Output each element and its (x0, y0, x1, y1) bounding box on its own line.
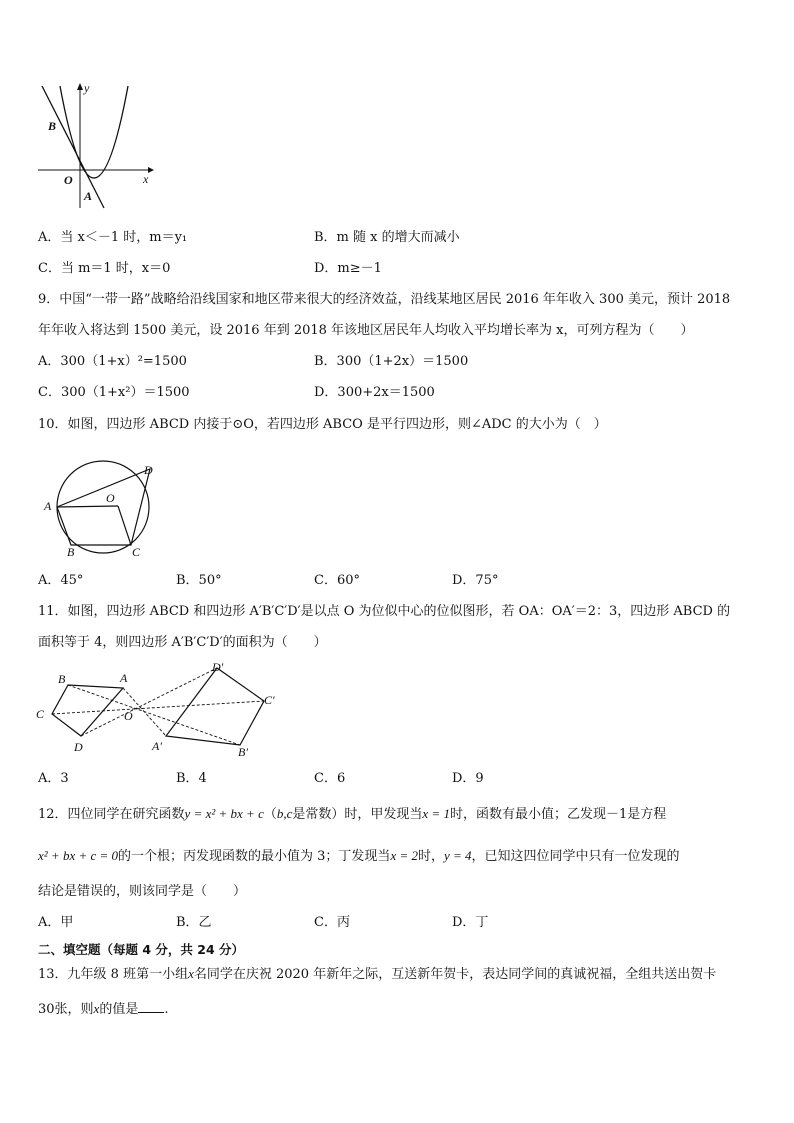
q11-homothety-figure (36, 660, 296, 760)
q8-y-axis-label: y (84, 81, 90, 95)
q11-label-b-prime: B′ (238, 745, 248, 759)
q12-text-line3: 结论是错误的，则该同学是（ ） (38, 884, 247, 899)
q13-l2-part-c: . (164, 1002, 169, 1017)
q13-text-line1 (38, 966, 760, 983)
q10-label-a: A (44, 499, 52, 513)
q12-option-c: C．丙 (314, 915, 350, 930)
q11-option-b: B．4 (176, 771, 207, 786)
q10-label-d: D (144, 463, 153, 477)
q10-label-o: O (106, 491, 115, 505)
section-fill-in-heading: 二、填空题（每题 4 分，共 24 分） (38, 942, 245, 957)
q12-l1-part-d: 时，函数有最小值；乙发现－1是方程 (449, 807, 667, 822)
q10-circle-figure (38, 458, 168, 558)
q13-l2-part-a: 30张，则 (38, 1002, 94, 1017)
q13-l2-part-b: 的值是 (99, 1002, 139, 1017)
q8-option-a: A．当 x＜－1 时，m＝y₁ (38, 230, 188, 245)
q11-text-line1: 11．如图，四边形 ABCD 和四边形 A′B′C′D′是以点 O 为位似中心的位似图形，若 OA：OA′＝2：3，四边形 ABCD 的 (38, 604, 731, 619)
q9-option-b: B．300（1+2x）＝1500 (314, 354, 469, 369)
q8-option-c: C．当 m＝1 时，x＝0 (38, 261, 171, 276)
q10-label-b: B (67, 545, 75, 559)
q12-text-line2 (38, 848, 760, 865)
q10-option-a: A．45° (38, 573, 84, 588)
q8-x-axis-label: x (143, 172, 149, 186)
q12-function-expression: y = x² + bx + c (184, 806, 264, 821)
q12-x-equals-2: x = 2 (390, 848, 418, 863)
q10-text: 10．如图，四边形 ABCD 内接于⊙O，若四边形 ABCO 是平行四边形，则∠ADC 的大小为（ ） (38, 417, 607, 432)
q11-label-d-prime: D′ (212, 660, 224, 674)
q12-text-line1 (38, 806, 760, 823)
q12-l1-part-b: （ (263, 807, 277, 822)
q8-option-d: D．m≥－1 (314, 261, 382, 276)
q13-answer-blank[interactable] (138, 1000, 164, 1013)
q12-option-a: A．甲 (38, 915, 74, 930)
q12-option-b: B．乙 (176, 915, 212, 930)
q10-option-d: D．75° (452, 573, 499, 588)
q13-l1-part-a: 13．九年级 8 班第一小组 (38, 967, 189, 982)
q12-l2-part-b: 时， (417, 849, 444, 864)
q9-option-a: A．300（1+x）²=1500 (38, 354, 187, 369)
q12-l2-part-a: 的一个根；丙发现函数的最小值为 3；丁发现当 (118, 849, 391, 864)
q11-option-d: D．9 (452, 771, 484, 786)
q8-point-a-label: A (84, 189, 93, 203)
q8-origin-label: O (64, 173, 73, 187)
q12-x-equals-1: x = 1 (422, 806, 450, 821)
q10-option-c: C．60° (314, 573, 360, 588)
q11-label-a-prime: A′ (152, 739, 162, 753)
q8-point-b-label: B (48, 119, 57, 133)
q13-variable-x-2: x (93, 1001, 100, 1016)
q9-option-c: C．300（1+x²）＝1500 (38, 385, 190, 400)
q11-label-c-prime: C′ (264, 693, 275, 707)
q10-option-b: B．50° (176, 573, 222, 588)
q11-option-c: C．6 (314, 771, 346, 786)
q12-l1-part-a: 12．四位同学在研究函数 (38, 807, 185, 822)
q13-l1-part-b: 名同学在庆祝 2020 年新年之际，互送新年贺卡，表达同学间的真诚祝福，全组共送出贺卡 (193, 967, 717, 982)
q8-parabola-figure (36, 80, 156, 210)
q13-variable-x: x (188, 966, 194, 981)
q9-text-line1: 9．中国“一带一路”战略给沿线国家和地区带来很大的经济效益，沿线某地区居民 2016 年年收入 300 美元，预计 2018 (38, 292, 731, 307)
q13-text-line2 (38, 1000, 760, 1018)
q12-bc-constants: b,c (276, 806, 293, 821)
q9-text-line2: 年年收入将达到 1500 美元，设 2016 年到 2018 年该地区居民年人均收入平均增长率为 x，可列方程为（ ） (38, 323, 694, 338)
q12-l2-part-c: ，已知这四位同学中只有一位发现的 (471, 849, 680, 864)
q12-equation: x² + bx + c = 0 (38, 848, 119, 863)
q10-label-c: C (132, 545, 141, 559)
q12-l1-part-c: 是常数）时，甲发现当 (292, 807, 423, 822)
q12-option-d: D．丁 (452, 915, 489, 930)
q12-y-equals-4: y = 4 (444, 848, 472, 863)
q11-label-d: D (74, 740, 83, 754)
q11-text-line2: 面积等于 4，则四边形 A′B′C′D′的面积为（ ） (38, 635, 327, 650)
q11-label-b: B (58, 672, 66, 686)
q8-option-b: B．m 随 x 的增大而减小 (314, 230, 460, 245)
q11-label-c: C (36, 707, 45, 721)
q9-option-d: D．300+2x＝1500 (314, 385, 435, 400)
q11-option-a: A．3 (38, 771, 69, 786)
q11-label-a: A (120, 671, 128, 685)
q11-label-o: O (124, 709, 133, 723)
